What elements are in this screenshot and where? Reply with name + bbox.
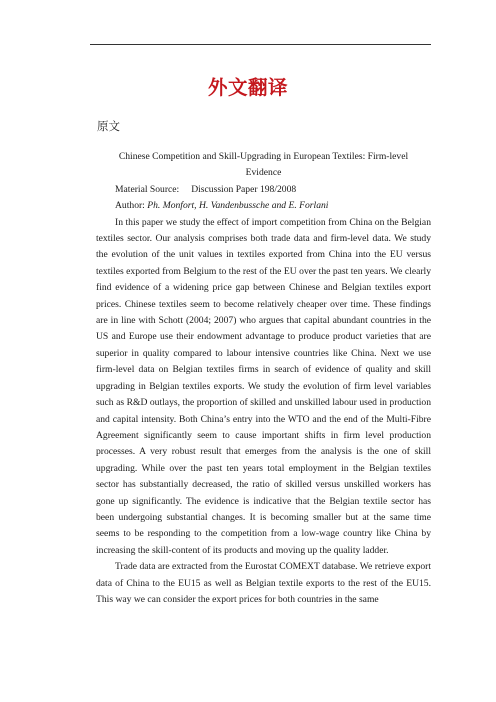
page-title: 外文翻译 [207, 76, 288, 99]
author-line [96, 198, 431, 214]
article-body [96, 149, 431, 608]
article-title-line-1: Chinese Competition and Skill-Upgrading in European Textiles: Firm-level [118, 151, 409, 162]
paragraph-1: In this paper we study the effect of import competition from China on the Belgian textiles sector. Our analysis comprises both trade data and firm-level data. We study the evolution of the unit values in textiles exported from China into the EU versus textiles exported from Belgium to the rest of the EU over the past ten years. We clearly find evidence of a widening price gap between Chinese and Belgian textiles export prices. Chinese textiles seem to become relatively cheaper over time. These findings are in line with Schott (2004; 2007) who argues that capital abundant countries in the US and Europe use their endowment advantage to produce product varieties that are superior in quality compared to labour intensive countries like China. Next we use firm-level data on Belgian textiles firms in search of evidence of quality and skill upgrading in Belgian textiles exports. We study the evolution of firm level variables such as R&D outlays, the proportion of skilled and unskilled labour used in production and capital intensity. Both China’s entry into the WTO and the end of the Multi-Fibre Agreement significantly seem to cause important shifts in firm level production processes. A very robust result that emerges from the analysis is the one of skill upgrading. While over the past ten years total employment in the Belgian textiles sector has substantially decreased, the ratio of skilled versus unskilled workers has gone up significantly. The evidence is indicative that the Belgian textile sector has been undergoing substantial changes. It is becoming smaller but at the same time seems to be responding to the competition from a low-wage country like China by increasing the skill-content of its products and moving up the quality ladder. [96, 216, 431, 556]
author-label: Author: [115, 200, 145, 212]
source-label: Material Source: [115, 183, 180, 195]
author-names: Ph. Monfort, H. Vandenbussche and E. Forlani [147, 200, 329, 212]
paragraph-2: Trade data are extracted from the Eurostat COMEXT database. We retrieve export data of China to the EU15 as well as Belgian textile exports to the rest of the EU15. This way we can consider the export prices for both countries in the same [96, 561, 431, 605]
header-rule [90, 44, 431, 45]
source-value: Discussion Paper 198/2008 [191, 183, 297, 195]
section-label: 原文 [97, 119, 120, 133]
article-title-line-2: Evidence [245, 167, 282, 179]
material-source [96, 182, 431, 198]
